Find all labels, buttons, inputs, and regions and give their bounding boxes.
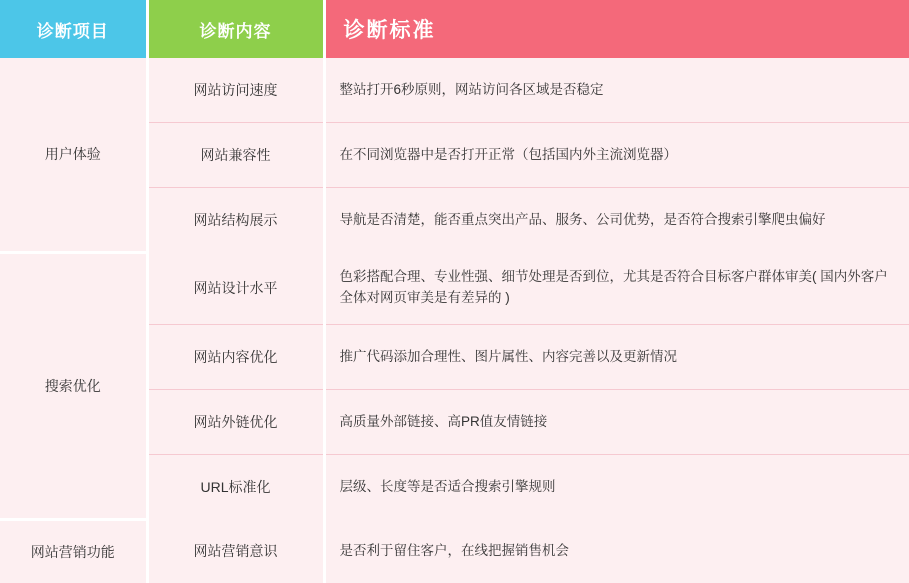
content-cell: 网站外链优化	[147, 390, 324, 455]
standard-cell: 整站打开6秒原则，网站访问各区域是否稳定	[324, 58, 909, 123]
content-cell: 网站结构展示	[147, 188, 324, 253]
content-cell: 网站兼容性	[147, 123, 324, 188]
standard-cell: 高质量外部链接、高PR值友情链接	[324, 390, 909, 455]
table-row	[0, 58, 909, 123]
header-diagnosis-item: 诊断项目	[0, 0, 147, 58]
category-cell: 搜索优化	[0, 252, 147, 519]
standard-cell: 导航是否清楚，能否重点突出产品、服务、公司优势，是否符合搜索引擎爬虫偏好	[324, 188, 909, 253]
table-body	[0, 58, 909, 583]
standard-cell: 色彩搭配合理、专业性强、细节处理是否到位，尤其是否符合目标客户群体审美( 国内外客户全体对网页审美是有差异的 )	[324, 252, 909, 325]
content-cell: 网站访问速度	[147, 58, 324, 123]
table-row	[0, 519, 909, 583]
header-diagnosis-content: 诊断内容	[147, 0, 324, 58]
table-row	[0, 252, 909, 325]
standard-cell: 推广代码添加合理性、图片属性、内容完善以及更新情况	[324, 325, 909, 390]
category-cell: 用户体验	[0, 58, 147, 252]
standard-cell: 在不同浏览器中是否打开正常（包括国内外主流浏览器）	[324, 123, 909, 188]
header-diagnosis-standard: 诊断标准	[324, 0, 909, 58]
content-cell: 网站营销意识	[147, 519, 324, 583]
standard-cell: 层级、长度等是否适合搜索引擎规则	[324, 455, 909, 520]
content-cell: URL标准化	[147, 455, 324, 520]
header-row	[0, 0, 909, 58]
table-header	[0, 0, 909, 58]
standard-cell: 是否利于留住客户，在线把握销售机会	[324, 519, 909, 583]
content-cell: 网站设计水平	[147, 252, 324, 325]
content-cell: 网站内容优化	[147, 325, 324, 390]
category-cell: 网站营销功能	[0, 519, 147, 583]
